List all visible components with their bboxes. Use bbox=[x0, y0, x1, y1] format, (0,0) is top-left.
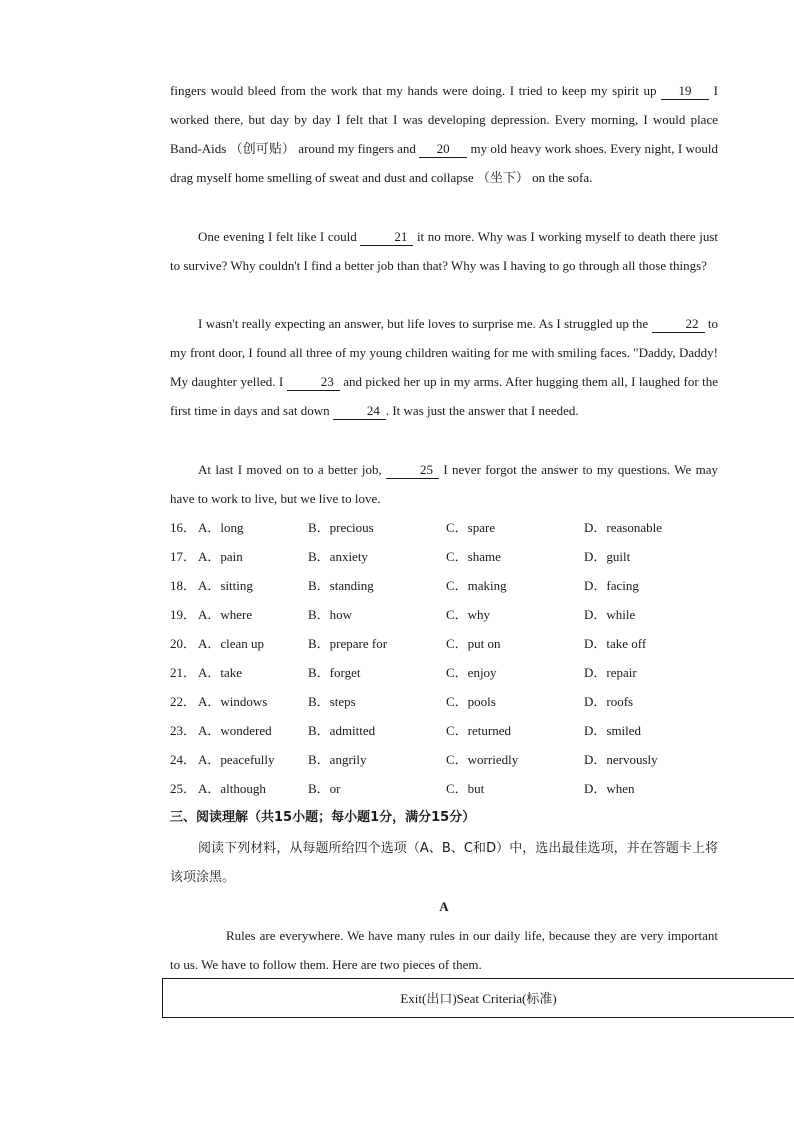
question-number: 23． bbox=[170, 723, 197, 738]
option-a[interactable]: A．wondered bbox=[198, 723, 272, 738]
text: At last I moved on to a better job, bbox=[198, 462, 387, 477]
question-18 bbox=[170, 571, 730, 600]
option-c[interactable]: C．shame bbox=[446, 549, 501, 564]
text: fingers would bleed from the work that my hands were doing. I tried to keep my spirit up bbox=[170, 83, 662, 98]
text: One evening I felt like I could bbox=[198, 229, 361, 244]
question-19 bbox=[170, 600, 730, 629]
option-c[interactable]: C．spare bbox=[446, 520, 496, 535]
blank-19[interactable]: 19 bbox=[661, 83, 709, 100]
text: I never forgot the answer to my questions. We may have to work to live, but we live to love. bbox=[170, 462, 718, 506]
option-a[interactable]: A．take bbox=[198, 665, 243, 680]
option-a[interactable]: A．although bbox=[198, 781, 266, 796]
option-a[interactable]: A．where bbox=[198, 607, 253, 622]
blank-25[interactable]: 25 bbox=[386, 462, 439, 479]
question-number: 20． bbox=[170, 636, 197, 651]
blank-24[interactable]: 24 bbox=[333, 403, 386, 420]
text: my old heavy work shoes. Every night, I would drag myself home smelling of sweat and dust and collapse （坐下） on the sofa. bbox=[170, 141, 718, 185]
option-b[interactable]: B．angrily bbox=[308, 752, 367, 767]
option-c[interactable]: C．returned bbox=[446, 723, 511, 738]
passage-paragraph-4 bbox=[170, 455, 718, 513]
section-instruction: 阅读下列材料，从每题所给四个选项（A、B、C和D）中，选出最佳选项，并在答题卡上将该项涂黑。 bbox=[170, 841, 718, 885]
passage-a-intro: Rules are everywhere. We have many rules in our daily life, because they are very important to us. We have to follow them. Here are two pieces of them. bbox=[170, 928, 718, 972]
option-a[interactable]: A．peacefully bbox=[198, 752, 275, 767]
text: . It was just the answer that I needed. bbox=[385, 403, 579, 418]
question-16 bbox=[170, 513, 730, 542]
option-a[interactable]: A．sitting bbox=[198, 578, 253, 593]
option-d[interactable]: D．nervously bbox=[584, 752, 658, 767]
option-d[interactable]: D．facing bbox=[584, 578, 639, 593]
passage-paragraph-2 bbox=[170, 222, 718, 280]
option-a[interactable]: A．windows bbox=[198, 694, 268, 709]
option-d[interactable]: D．guilt bbox=[584, 549, 631, 564]
option-b[interactable]: B．anxiety bbox=[308, 549, 368, 564]
question-20 bbox=[170, 629, 730, 658]
option-d[interactable]: D．while bbox=[584, 607, 636, 622]
blank-23[interactable]: 23 bbox=[287, 374, 340, 391]
blank-22[interactable]: 22 bbox=[652, 316, 705, 333]
text: to my front door, I found all three of my young children waiting for me with smiling faces. "Daddy, Daddy! My daughter yelled. I bbox=[170, 316, 718, 389]
option-b[interactable]: B．steps bbox=[308, 694, 356, 709]
blank-21[interactable]: 21 bbox=[360, 229, 413, 246]
blank-20[interactable]: 20 bbox=[419, 141, 467, 158]
option-d[interactable]: D．take off bbox=[584, 636, 647, 651]
option-b[interactable]: B．or bbox=[308, 781, 341, 796]
text: I wasn't really expecting an answer, but life loves to surprise me. As I struggled up the bbox=[198, 316, 652, 331]
text: it no more. Why was I working myself to death there just to survive? Why couldn't I find a better job than that? Why was I having to go through all those things? bbox=[170, 229, 718, 273]
option-d[interactable]: D．when bbox=[584, 781, 635, 796]
option-c[interactable]: C．worriedly bbox=[446, 752, 519, 767]
option-b[interactable]: B．precious bbox=[308, 520, 374, 535]
option-d[interactable]: D．reasonable bbox=[584, 520, 662, 535]
passage-paragraph-1 bbox=[170, 76, 718, 192]
question-number: 22． bbox=[170, 694, 197, 709]
question-17 bbox=[170, 542, 730, 571]
question-24 bbox=[170, 745, 730, 774]
option-c[interactable]: C．put on bbox=[446, 636, 501, 651]
option-b[interactable]: B．standing bbox=[308, 578, 374, 593]
question-number: 25． bbox=[170, 781, 197, 796]
option-c[interactable]: C．enjoy bbox=[446, 665, 497, 680]
option-d[interactable]: D．repair bbox=[584, 665, 637, 680]
rules-table-header: Exit(出口)Seat Criteria(标准) bbox=[162, 978, 794, 1018]
question-number: 19． bbox=[170, 607, 197, 622]
option-c[interactable]: C．making bbox=[446, 578, 507, 593]
question-25 bbox=[170, 774, 730, 803]
question-number: 17． bbox=[170, 549, 197, 564]
option-b[interactable]: B．prepare for bbox=[308, 636, 388, 651]
option-a[interactable]: A．long bbox=[198, 520, 244, 535]
question-number: 16． bbox=[170, 520, 197, 535]
option-b[interactable]: B．forget bbox=[308, 665, 361, 680]
option-c[interactable]: C．why bbox=[446, 607, 491, 622]
question-number: 24． bbox=[170, 752, 197, 767]
passage-letter: A bbox=[439, 899, 449, 914]
option-d[interactable]: D．roofs bbox=[584, 694, 634, 709]
option-b[interactable]: B．how bbox=[308, 607, 353, 622]
question-21 bbox=[170, 658, 730, 687]
text: and picked her up in my arms. After hugging them all, I laughed for the first time in days and sat down bbox=[170, 374, 718, 418]
question-23 bbox=[170, 716, 730, 745]
option-c[interactable]: C．pools bbox=[446, 694, 496, 709]
option-a[interactable]: A．clean up bbox=[198, 636, 265, 651]
section-heading: 三、阅读理解（共15小题；每小题1分，满分15分） bbox=[170, 810, 476, 825]
option-c[interactable]: C．but bbox=[446, 781, 485, 796]
text: I worked there, but day by day I felt that I was developing depression. Every morning, I would place Band-Aids （创可贴） around my fingers and bbox=[170, 83, 718, 156]
option-a[interactable]: A．pain bbox=[198, 549, 243, 564]
question-number: 18． bbox=[170, 578, 197, 593]
option-b[interactable]: B．admitted bbox=[308, 723, 376, 738]
question-number: 21． bbox=[170, 665, 197, 680]
option-d[interactable]: D．smiled bbox=[584, 723, 642, 738]
question-22 bbox=[170, 687, 730, 716]
passage-paragraph-3 bbox=[170, 309, 718, 425]
